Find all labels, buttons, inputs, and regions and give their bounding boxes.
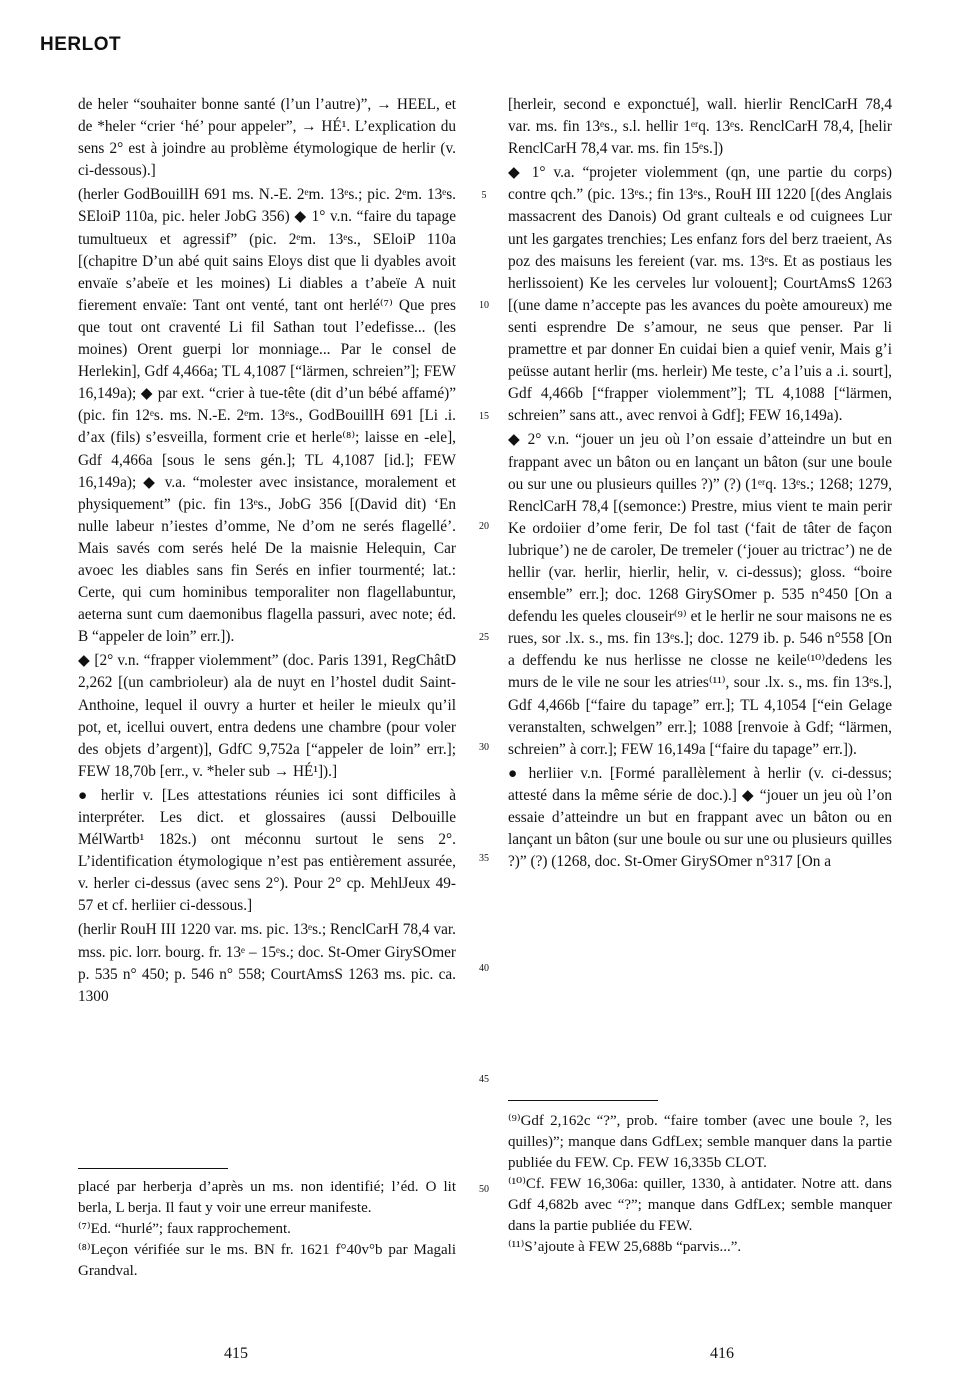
footnote-rule [78,1168,228,1169]
footnote: placé par herberja d’après un ms. non identifié; l’éd. O lit berla, L berja. Il faut y voir une erreur manifeste. [78,1179,456,1216]
line-number: 35 [479,853,489,864]
paragraph: ◆ 1° v.a. “projeter violemment (qn, une partie du corps) contre qch.” (pic. 13ᵉs.; fin 13ᵉs., RouH III 1220 [(des Anglais massacrent des Danois) Od grant culteals e od cuignees Lur unt les gargates trenchies; Les enfanz fors del berz traeient, As poz des maisuns les fereient (var. ms. 13ᵉs. Et as postiaus les herlissoient) Ke les cerveles lur volouent]; CourtAmsS 1263 [(une dame n’accepte pas les avances du poète amoureux) me senti esprendre De s’amour, ne seus que penser. Par li pramettre et par donner En cuidai bien a quief venir, Mais g’i peüsse autant herlir (ms. herleir) Me teste, c’a l’uis a .i. sourt], Gdf 4,466b [“frapper violemment”]; TL 4,1088 [“lärmen, schreien” sans att., avec renvoi à Gdf]; FEW 16,149a). [508,164,892,425]
footnote: ⁽⁸⁾Leçon vérifiée sur le ms. BN fr. 1621 f°40v°b par Magali Grandval. [78,1242,456,1279]
paragraph: de heler “souhaiter bonne santé (l’un l’autre)”, → HEEL, et de *heler “crier ‘hé’ pour appeler”, → HÉ¹. L’explication du sens 2° est à joindre au problème étymologique de herlir (v. ci-dessous).] [78,96,456,180]
paragraph: [herleir, second e exponctué], wall. hierlir RenclCarH 78,4 var. ms. fin 13ᵉs., s.l. hellir 1ᵉʳq. 13ᵉs. RenclCarH 78,4, [helir RenclCarH 78,4 var. ms. fin 15ᵉs.]) [508,96,892,158]
line-number: 15 [479,411,489,422]
line-number-gutter [472,94,496,1244]
paragraph: ◆ 2° v.n. “jouer un jeu où l’on essaie d’atteindre un but en frappant avec un bâton ou en lançant un bâton (sur une boule ou sur une ou plusieurs quilles ?)” (?) (1ᵉʳq. 13ᵉs.; 1268; 1279, RenclCarH 78,4 [(semonce:) Prestre, mius vient te main perir Ke ordoiier d’ome ferir, De fol tast (‘fait de tâter de façon lubrique’) ne de caroler, De tremeler (‘jouer au trictrac’) ne de hellir (var. herlir, hierlir, helir, v. ci-dessus); gloss. “boire ensemble” err.]; doc. 1268 GirySOmer p. 535 n°450 [On a defendu les queles clouseir⁽⁹⁾ et le herlir ne sour maisons ne es rues, sor .lx. s., ms. fin 13ᵉs.]; doc. 1279 ib. p. 546 n°558 [On a deffendu ke nus herlisse ne closse ne keile⁽¹⁰⁾dedens les murs de le vile ne sour les atries⁽¹¹⁾, sour .lx. s., ms. fin 13ᵉs.], Gdf 4,466b [“faire du tapage” err.]; TL 4,1054 [“ein Gelage veranstalten, schwelgen” err.]; 1088 [renvoie à Gdf; “lärmen, schreien” à corr.]; FEW 16,149a [“faire du tapage” err.]). [508,431,892,758]
line-number: 20 [479,521,489,532]
line-number: 30 [479,742,489,753]
page-number-right: 416 [710,1345,734,1362]
footnote: ⁽⁷⁾Ed. “hurlé”; faux rapprochement. [78,1221,291,1237]
left-footnotes [78,1177,456,1282]
paragraph: ● herliier v.n. [Formé parallèlement à herlir (v. ci-dessus; attesté dans la même série de doc.).] ◆ “jouer un jeu où l’on essaie d’atteindre un but en frappant avec un bâton ou en lançant un bâton (sur une boule ou sur une ou plusieurs quilles ?)” (?) (1268, doc. St-Omer GirySOmer n°317 [On a [508,764,892,871]
right-footnotes [508,1111,892,1258]
line-number: 40 [479,963,489,974]
paragraph: (herlir RouH III 1220 var. ms. pic. 13ᵉs.; RenclCarH 78,4 var. mss. pic. lorr. bourg. fr. 13ᵉ – 15ᵉs.; doc. St-Omer GirySOmer p. 535 n° 450; p. 546 n° 558; CourtAmsS 1263 ms. pic. ca. 1300 [78,921,456,1005]
page-number-left: 415 [224,1345,248,1362]
footnote: ⁽¹¹⁾S’ajoute à FEW 25,688b “parvis...”. [508,1239,742,1255]
line-number: 25 [479,632,489,643]
left-column [78,94,456,1008]
line-number: 45 [479,1074,489,1085]
paragraph: (herler GodBouillH 691 ms. N.-E. 2ᵉm. 13ᵉs.; pic. 2ᵉm. 13ᵉs. SEloiP 110a, pic. heler JobG 356) ◆ 1° v.n. “faire du tapage tumultueux et agressif” (pic. 2ᵉm. 13ᵉs., SEloiP 110a [(chapitre D’un abé quit sains Eloys dist que li dyables avoit envaïe s’abeïe et les moines) Li diables a t’abeïe A nuit fierement envaïe: Tant ont venté, tant ont herlé⁽⁷⁾ Que pres que tout ont craventé Li fil Sathan tout l’edefisse... (les moines) Orent guerpi lor monniage... Par le consel de Herlekin], Gdf 4,466a; TL 4,1087 [“lärmen, schreien”]; FEW 16,149a); ◆ par ext. “crier à tue-tête (dit d’un bébé affamé)” (pic. fin 12ᵉs. ms. N.-E. 2ᵉm. 13ᵉs., GodBouillH 691 [Li .i. d’ax (fils) s’esveilla, forment crie et herle⁽⁸⁾; laisse en -ele], Gdf 4,466a [sous le sens gén.]; TL 4,1087 [id.]; FEW 16,149a); ◆ v.a. “molester avec insistance, moralement et physiquement” (pic. fin 13ᵉs., JobG 356 [(David dit) ‘En nulle labeur n’iestes d’omme, Ne d’om ne serés flagellé’. Mais savés com serés helé De la maisnie Helequin, Car avoec les diables sans fin Serés en infier tourmenté; lat.: Certe, qui cum hominibus temporaliter non flagellabuntur, aeterna sunt cum daemonibus flagella passuri, avec note; éd. B “appeler de loin” err.]). [78,186,456,646]
paragraph: ● herlir v. [Les attestations réunies ici sont difficiles à interpréter. Les dict. et glossaires (aussi Delbouille MélWartb¹ 182s.) ont méconnu surtout le sens 2°. L’identification étymologique n’est pas entièrement assurée, v. herler ci-dessus (avec sens 2°). Pour 2° cp. MehlJeux 49-57 et cf. herliier ci-dessous.] [78,786,456,915]
right-column [508,94,892,873]
paragraph: ◆ [2° v.n. “frapper violemment” (doc. Paris 1391, RegChâtD 2,262 [(un cambrioleur) ala de nuyt en l’hostel dudit Saint-Anthoine, lequel il ouvry a hurter et heiler le mieulx qu’il pot, et, icellui ouvert, entra dedens une chambre (pour voler des objets d’argent)], GdfC 9,752a [“appeler de loin” err.]; FEW 18,70b [err., v. *heler sub → HÉ¹]).] [78,652,456,780]
running-header: HERLOT [40,34,122,55]
line-number: 50 [479,1184,489,1195]
footnote-rule [508,1100,658,1101]
footnote: ⁽⁹⁾Gdf 2,162c “?”, prob. “faire tomber (avec une boule ?, les quilles)”; manque dans GdfLex; semble manquer dans la partie publiée du FEW. Cp. FEW 16,335b CLOT. [508,1113,892,1171]
line-number: 10 [479,300,489,311]
line-number: 5 [481,190,487,201]
footnote: ⁽¹⁰⁾Cf. FEW 16,306a: quiller, 1330, à antidater. Notre att. dans Gdf 4,682b avec “?”; manque dans GdfLex; semble manquer dans la partie publiée du FEW. [508,1176,892,1234]
